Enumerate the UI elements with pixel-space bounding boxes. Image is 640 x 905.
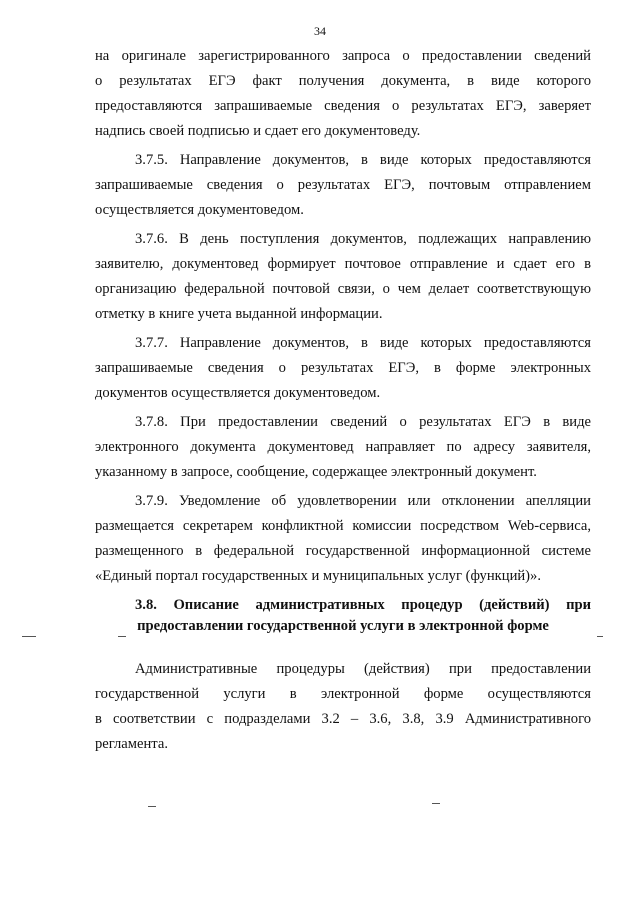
text-line: предоставляются запрашиваемые сведения о результатах ЕГЭ, заверяет (95, 98, 591, 114)
text-line: в соответствии с подразделами 3.2 – 3.6, 3.8, 3.9 Административного (95, 711, 591, 727)
text-line: 3.7.9. Уведомление об удовлетворении или отклонении апелляции (135, 493, 591, 509)
heading-line: предоставлении государственной услуги в электронной форме (137, 618, 549, 634)
text-line: 3.7.8. При предоставлении сведений о результатах ЕГЭ в виде (135, 414, 591, 430)
text-line: 3.7.6. В день поступления документов, подлежащих направлению (135, 231, 591, 247)
text-line: надпись своей подписью и сдает его документоведу. (95, 123, 421, 139)
section-heading-3-8 (95, 595, 591, 637)
text-line: на оригинале зарегистрированного запроса о предоставлении сведений (95, 48, 591, 64)
paragraph-3-7-8 (95, 410, 591, 485)
scan-mark (22, 636, 36, 637)
text-line: Административные процедуры (действия) при предоставлении (135, 661, 591, 677)
scan-mark (118, 636, 126, 637)
document-body (95, 44, 591, 761)
text-line: о результатах ЕГЭ факт получения документа, в виде которого (95, 73, 591, 89)
text-line: регламента. (95, 736, 168, 752)
text-line: указанному в запросе, сообщение, содержащее электронный документ. (95, 464, 537, 480)
paragraph-3-7-6 (95, 227, 591, 327)
text-line: государственной услуги в электронной форме осуществляются (95, 686, 591, 702)
text-line: размещенного в федеральной государственной информационной системе (95, 543, 591, 559)
text-line: документов осуществляется документоведом. (95, 385, 381, 401)
text-line: осуществляется документоведом. (95, 202, 304, 218)
page-number: 34 (314, 24, 326, 38)
paragraph-3-7-9 (95, 489, 591, 589)
scan-mark (148, 806, 156, 807)
text-line: 3.7.5. Направление документов, в виде которых предоставляются (135, 152, 591, 168)
paragraph-3-7-7 (95, 331, 591, 406)
text-line: заявителю, документовед формирует почтовое отправление и сдает его в (95, 256, 591, 272)
text-line: запрашиваемые сведения о результатах ЕГЭ, почтовым отправлением (95, 177, 591, 193)
text-line: 3.7.7. Направление документов, в виде которых предоставляются (135, 335, 591, 351)
text-line: «Единый портал государственных и муниципальных услуг (функций)». (95, 568, 541, 584)
text-line: отметку в книге учета выданной информации. (95, 306, 383, 322)
paragraph-3-7-5 (95, 148, 591, 223)
text-line: размещается секретарем конфликтной комиссии посредством Web-сервиса, (95, 518, 591, 534)
text-line: электронного документа документовед направляет по адресу заявителя, (95, 439, 591, 455)
scan-mark (597, 636, 603, 637)
scan-mark (432, 803, 440, 804)
paragraph-continuation (95, 44, 591, 144)
heading-line: 3.8. Описание административных процедур (действий) при (135, 597, 591, 613)
paragraph-3-8-body (95, 657, 591, 757)
text-line: запрашиваемые сведения о результатах ЕГЭ, в форме электронных (95, 360, 591, 376)
text-line: организацию федеральной почтовой связи, о чем делает соответствующую (95, 281, 591, 297)
